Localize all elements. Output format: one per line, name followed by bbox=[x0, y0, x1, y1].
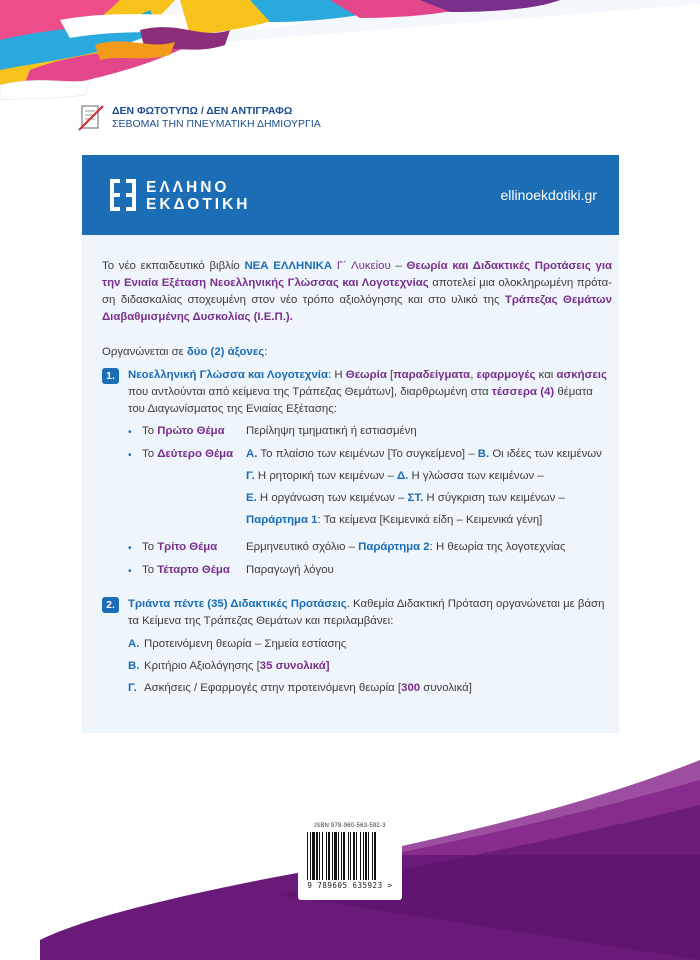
axis-1-text: που αντλούνται από κείμενα της Τράπεζας Θεμάτων], διαρθρωμένη στα bbox=[128, 386, 492, 398]
applications-label: εφαρμογές bbox=[476, 369, 536, 381]
book-subtitle: Θεωρία και Διδακτικές Προτάσεις για την Ενιαία Εξέταση Νεοελληνικής Γλώσσας και Λογοτεχνίας bbox=[102, 260, 612, 289]
appendix-label: Παράρτημα 1 bbox=[246, 514, 318, 526]
detail-letter: Γ. bbox=[246, 470, 255, 482]
axis-2-section bbox=[102, 596, 612, 697]
intro-paragraph bbox=[102, 258, 612, 326]
axis-1-text: : Η bbox=[327, 369, 346, 381]
barcode-bar bbox=[372, 832, 373, 880]
item-text-part: Ασκήσεις / Εφαρμογές στην προτεινόμενη θεωρία [ bbox=[144, 682, 402, 694]
bullet-icon: • bbox=[128, 566, 132, 577]
book-title: ΝΕΑ ΕΛΛΗΝΙΚΑ bbox=[244, 260, 333, 272]
item-text-part: Κριτήριο Αξιολόγησης [ bbox=[144, 660, 260, 672]
book-description bbox=[102, 258, 612, 702]
detail-text: Οι ιδέες των κειμένων bbox=[489, 448, 602, 460]
detail-text: Η γλώσσα των κειμένων – bbox=[408, 470, 544, 482]
axis-2-text: . Καθεμία Διδακτική Πρόταση οργανώνεται με βάση τα Κείμενα της Τράπεζας Θεμάτων και περιλαμβάνει: bbox=[128, 598, 605, 627]
axes-heading bbox=[102, 344, 612, 361]
detail-text: : Η θεωρία της λογοτεχνίας bbox=[429, 541, 566, 553]
topic-name: Πρώτο Θέμα bbox=[157, 425, 225, 437]
proposal-contents-list bbox=[128, 636, 612, 697]
topic-detail: Παραγωγή λόγου bbox=[246, 564, 334, 576]
axis-1-description bbox=[128, 367, 612, 418]
bullet-icon: • bbox=[128, 543, 132, 554]
barcode-bar bbox=[363, 832, 364, 880]
number-badge-2: 2. bbox=[102, 597, 119, 613]
axis-1-text: , bbox=[470, 369, 477, 381]
detail-letter: Δ. bbox=[397, 470, 409, 482]
axis-1-text: [ bbox=[386, 369, 394, 381]
intro-text: – bbox=[390, 260, 407, 272]
topic-prefix: Το bbox=[142, 564, 158, 576]
topic-detail bbox=[246, 539, 612, 557]
barcode-bar bbox=[319, 832, 320, 880]
item-letter: Α. bbox=[128, 638, 140, 650]
logo-line-1: ΕΛΛΗΝΟ bbox=[146, 179, 230, 196]
axes-text: Οργανώνεται σε bbox=[102, 346, 187, 358]
examples-label: παραδείγματα bbox=[393, 369, 471, 381]
topic-label bbox=[142, 446, 246, 534]
topics-list bbox=[102, 423, 612, 580]
no-photocopy-icon bbox=[78, 104, 104, 132]
notice-line-1: ΔΕΝ ΦΩΤΟΤΥΠΩ / ΔΕΝ ΑΝΤΙΓΡΑΦΩ bbox=[112, 105, 293, 117]
notice-line-2: ΣΕΒΟΜΑΙ ΤΗΝ ΠΝΕΥΜΑΤΙΚΗ ΔΗΜΙΟΥΡΓΙΑ bbox=[112, 118, 321, 130]
detail-letter: Ε. bbox=[246, 492, 257, 504]
detail-letter: Β. bbox=[477, 448, 490, 460]
barcode-bar bbox=[310, 832, 311, 880]
barcode-bar bbox=[338, 832, 339, 880]
book-grade: Γ΄ Λυκείου bbox=[332, 260, 391, 272]
barcode-bar bbox=[341, 832, 342, 880]
list-item bbox=[128, 423, 612, 441]
theory-label: Θεωρία bbox=[345, 369, 387, 381]
barcode-bar bbox=[374, 832, 376, 880]
topic-prefix: Το bbox=[142, 425, 158, 437]
detail-letter: Α. bbox=[246, 448, 258, 460]
intro-text: Το νέο εκπαιδευτικό βιβλίο bbox=[102, 260, 245, 272]
topic-label bbox=[142, 423, 246, 441]
barcode-bar bbox=[360, 832, 361, 880]
isbn-barcode-box bbox=[298, 818, 402, 900]
publisher-website-link[interactable]: ellinoekdotiki.gr bbox=[500, 187, 597, 203]
detail-line bbox=[246, 446, 612, 463]
topic-detail bbox=[246, 446, 612, 534]
detail-line bbox=[246, 512, 612, 529]
item-text bbox=[144, 680, 472, 697]
item-text-part: συνολικά] bbox=[420, 682, 472, 694]
axis-1-text: θέματα του Διαγωνίσματος της Ενιαίας Εξέτασης: bbox=[128, 386, 593, 415]
logo-line-2: ΕΚΔΟΤΙΚΗ bbox=[146, 196, 251, 213]
item-text bbox=[144, 658, 330, 675]
no-photocopy-notice bbox=[78, 104, 321, 132]
topic-label bbox=[142, 562, 246, 580]
item-letter: Γ. bbox=[128, 682, 137, 694]
list-item bbox=[128, 446, 612, 534]
exercises-label: ασκήσεις bbox=[556, 369, 607, 381]
barcode bbox=[305, 832, 395, 880]
topics-count: τέσσερα (4) bbox=[491, 386, 555, 398]
appendix-label: Παράρτημα 2 bbox=[358, 541, 430, 553]
list-item bbox=[128, 562, 612, 580]
list-item bbox=[128, 636, 612, 653]
bullet-icon: • bbox=[128, 427, 132, 438]
detail-letter: ΣΤ. bbox=[407, 492, 424, 504]
detail-line bbox=[246, 468, 612, 485]
publisher-logo-text bbox=[146, 179, 250, 213]
detail-text: Ερμηνευτικό σχόλιο – bbox=[246, 541, 359, 553]
item-text: Προτεινόμενη θεωρία – Σημεία εστίασης bbox=[144, 638, 347, 650]
barcode-bar bbox=[316, 832, 318, 880]
barcode-bar bbox=[334, 832, 337, 880]
item-count: 35 bbox=[259, 660, 273, 672]
barcode-bar bbox=[368, 832, 369, 880]
item-count: 300 bbox=[401, 682, 421, 694]
axis-1-title: Νεοελληνική Γλώσσα και Λογοτεχνία bbox=[128, 369, 328, 381]
publisher-banner bbox=[82, 155, 619, 235]
topic-label bbox=[142, 539, 246, 557]
isbn-label: ISBN 978-960-563-592-3 bbox=[314, 823, 386, 829]
axis-1-text: και bbox=[535, 369, 557, 381]
axis-1-section bbox=[102, 367, 612, 418]
axis-2-description bbox=[128, 596, 612, 630]
publisher-logo-icon bbox=[110, 179, 136, 211]
barcode-bar bbox=[365, 832, 367, 880]
barcode-bar bbox=[332, 832, 333, 880]
detail-text: Το πλαίσιο των κειμένων [Το συγκείμενο] – bbox=[257, 448, 478, 460]
axis-2-title: Τριάντα πέντε (35) Διδακτικές Προτάσεις bbox=[128, 598, 347, 610]
intro-text: αποτελεί μια ολοκληρωμένη πρότα-ση διδασκαλίας στοχευμένη στον νέο τρόπο αξιολόγησης και στο υλικό της bbox=[102, 277, 612, 306]
barcode-bar bbox=[356, 832, 357, 880]
topic-detail: Περίληψη τμηματική ή εστιασμένη bbox=[246, 425, 417, 437]
detail-text: Η ρητορική των κειμένων – bbox=[254, 470, 397, 482]
detail-text: : Τα κείμενα [Κειμενικά είδη – Κειμενικά γένη] bbox=[317, 514, 543, 526]
topic-name: Τέταρτο Θέμα bbox=[157, 564, 230, 576]
isbn-digits: 9 789605 635923 > bbox=[307, 881, 393, 890]
topic-name: Τρίτο Θέμα bbox=[157, 541, 218, 553]
description-card bbox=[82, 155, 619, 733]
decorative-top-banner bbox=[0, 0, 700, 110]
axes-count: δύο (2) άξονες bbox=[186, 346, 265, 358]
barcode-bar bbox=[353, 832, 355, 880]
list-item bbox=[128, 658, 612, 675]
bullet-icon: • bbox=[128, 450, 132, 461]
item-text-part: συνολικά] bbox=[272, 660, 330, 672]
detail-text: Η σύγκριση των κειμένων – bbox=[423, 492, 565, 504]
barcode-bar bbox=[348, 832, 349, 880]
barcode-bar bbox=[328, 832, 330, 880]
barcode-bar bbox=[322, 832, 323, 880]
topic-name: Δεύτερο Θέμα bbox=[157, 448, 234, 460]
axes-colon: : bbox=[264, 346, 268, 358]
item-letter: Β. bbox=[128, 660, 140, 672]
barcode-bar bbox=[350, 832, 351, 880]
barcode-bar bbox=[307, 832, 308, 880]
list-item bbox=[128, 680, 612, 697]
detail-text: Η οργάνωση των κειμένων – bbox=[256, 492, 408, 504]
barcode-bar bbox=[343, 832, 345, 880]
detail-line bbox=[246, 490, 612, 507]
topic-prefix: Το bbox=[142, 541, 158, 553]
topic-prefix: Το bbox=[142, 448, 158, 460]
barcode-bar bbox=[326, 832, 327, 880]
list-item bbox=[128, 539, 612, 557]
barcode-bar bbox=[312, 832, 315, 880]
question-bank-name: Τράπεζας Θεμάτων Διαβαθμισμένης Δυσκολίας (Ι.Ε.Π.). bbox=[102, 294, 612, 323]
number-badge-1: 1. bbox=[102, 368, 119, 384]
